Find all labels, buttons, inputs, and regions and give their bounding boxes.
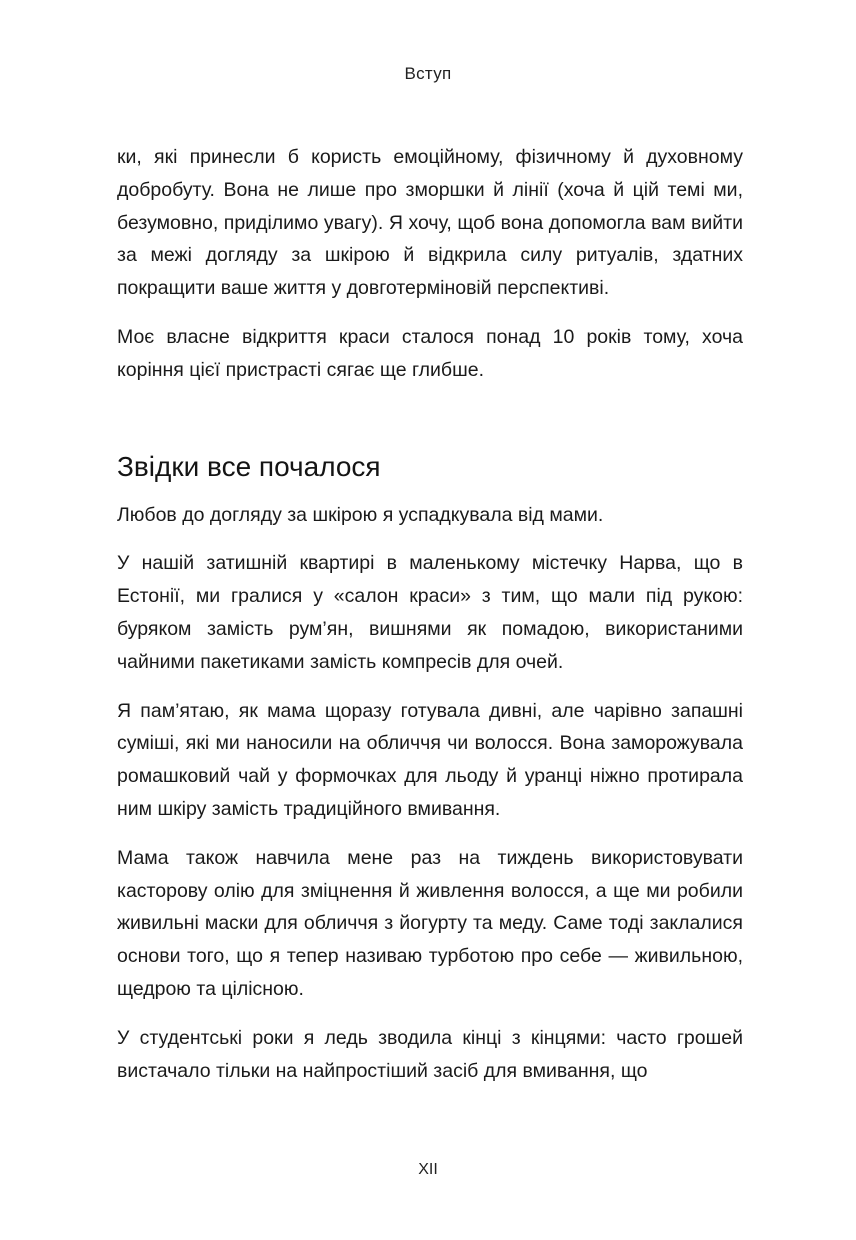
paragraph: Я пам’ятаю, як мама щоразу готувала дивні, але чарівно запашні суміші, які ми наносили на обличчя чи волосся. Вона заморожувала ромашковий чай у формочках для льоду й уранці ніжно протирала ним шкіру замість традиційного вмивання. [117,699,743,820]
section-heading: Звідки все почалося [117,450,381,482]
paragraph: У студентські роки я ледь зводила кінці з кінцями: часто грошей вистачало тільки на найпростіший засіб для вмивання, що [117,1026,743,1082]
paragraph: У нашій затишній квартирі в маленькому містечку Нарва, що в Естонії, ми гралися у «салон краси» з тим, що мали під рукою: буряком замість рум’ян, вишнями як помадою, використаними чайними пакетиками замість компресів для очей. [117,552,743,673]
page-body [117,141,743,1103]
paragraph: Моє власне відкриття краси сталося понад 10 років тому, хоча коріння цієї пристрасті сягає ще глибше. [117,325,743,381]
paragraph: Любов до догляду за шкірою я успадкувала від мами. [117,503,604,526]
paragraph: Мама також навчила мене раз на тиждень використовувати касторову олію для зміцнення й живлення волосся, а ще ми робили живильні маски для обличчя з йогурту та меду. Саме тоді заклалися основи того, що я тепер називаю турботою про себе — живильною, щедрою та цілісною. [117,846,743,1000]
paragraph: ки, які принесли б користь емоційному, фізичному й духовному добробуту. Вона не лише про зморшки й лінії (хоча й цій темі ми, безумовно, приділимо увагу). Я хочу, щоб вона допомогла вам вийти за межі догляду за шкірою й відкрила силу ритуалів, здатних покращити ваше життя у довготерміновій перспективі. [117,146,743,300]
page-number: XII [418,1161,438,1178]
running-head: Вступ [404,64,452,83]
